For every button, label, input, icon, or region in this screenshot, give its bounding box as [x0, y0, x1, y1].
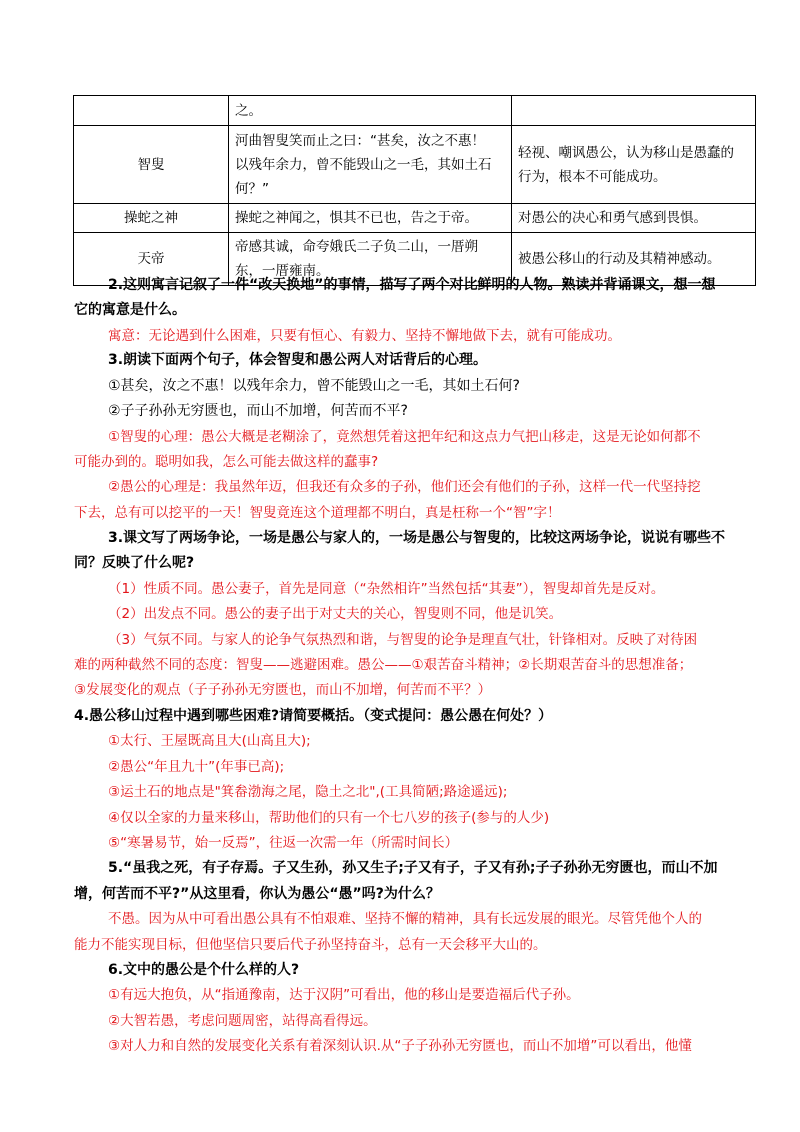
answer-3a-2-line-2: 下去，总有可以挖平的一天！智叟竟连这个道理都不明白，真是枉称一个“智”字！ [74, 505, 561, 521]
role-cell: 智叟 [74, 126, 229, 204]
answer-3a-1-line-1: ①智叟的心理：愚公大概是老糊涂了，竟然想凭着这把年纪和这点力气把山移走，这是无论如何都不 [108, 429, 701, 445]
attitude-cell: 对愚公的决心和勇气感到畏惧。 [512, 204, 756, 233]
answer-3b-1: （1）性质不同。愚公妻子，首先是同意（“杂然相许”当然包括“其妻”），智叟却首先是反对。 [108, 581, 665, 597]
text-cell: 之。 [229, 96, 512, 126]
answer-3b-3-line-1: （3）气氛不同。与家人的论争气氛热烈和谐，与智叟的论争是理直气壮，针锋相对。反映了对待困 [108, 632, 698, 648]
answer-4-4: ④仅以全家的力量来移山，帮助他们的只有一个七八岁的孩子(参与的人少) [108, 810, 550, 826]
answer-3a-1-line-2: 可能办到的。聪明如我，怎么可能去做这样的蠢事? [74, 454, 379, 470]
character-table [73, 95, 756, 286]
answer-4-5: ⑤“寒暑易节，始一反焉”，往返一次需一年（所需时间长） [108, 835, 459, 851]
answer-6-2: ②大智若愚，考虑问题周密，站得高看得远。 [108, 1013, 377, 1029]
answer-3b-3-line-3: ③发展变化的观点（子子孙孙无穷匮也，而山不加增，何苦而不平？） [74, 682, 492, 698]
question-6: 6.文中的愚公是个什么样的人? [108, 962, 300, 978]
attitude-cell [512, 96, 756, 126]
text-cell: 操蛇之神闻之，惧其不已也，告之于帝。 [229, 204, 512, 233]
question-5-line-1: 5.“虽我之死，有子存焉。子又生孙，孙又生子;子又有子，子又有孙;子子孙孙无穷匮也，而山不加 [108, 860, 718, 876]
answer-6-1: ①有远大抱负，从“指通豫南，达于汉阴”可看出，他的移山是要造福后代子孙。 [108, 987, 580, 1003]
answer-4-2: ②愚公“年且九十”(年事已高); [108, 759, 285, 775]
sentence-2: ②子子孙孙无穷匮也，而山不加增，何苦而不平? [108, 403, 408, 419]
question-2-line-2: 它的寓意是什么。 [74, 302, 186, 318]
text-cell: 河曲智叟笑而止之曰：“甚矣，汝之不惠！ 以残年余力，曾不能毁山之一毛，其如土石 何？” [229, 126, 512, 204]
question-3b-line-2: 同？反映了什么呢? [74, 555, 195, 571]
attitude-cell: 轻视、嘲讽愚公，认为移山是愚蠢的 行为，根本不可能成功。 [512, 126, 756, 204]
answer-3a-2-line-1: ②愚公的心理是：我虽然年迈，但我还有众多的子孙，他们还会有他们的子孙，这样一代一代坚持挖 [108, 479, 701, 495]
question-4: 4.愚公移山过程中遇到哪些困难?请简要概括。（变式提问：愚公愚在何处？） [74, 708, 553, 724]
question-3a: 3.朗读下面两个句子，体会智叟和愚公两人对话背后的心理。 [108, 352, 488, 368]
question-5-line-2: 增，何苦而不平?”从这里看，你认为愚公“愚”吗?为什么？ [74, 886, 440, 902]
answer-4-1: ①太行、王屋既高且大(山高且大); [108, 733, 311, 749]
answer-2: 寓意：无论遇到什么困难，只要有恒心、有毅力、坚持不懈地做下去，就有可能成功。 [108, 328, 621, 344]
answer-3b-2: （2）出发点不同。愚公的妻子出于对丈夫的关心，智叟则不同，他是讥笑。 [108, 606, 563, 622]
table-row [74, 126, 756, 204]
answer-5-line-1: 不愚。因为从中可看出愚公具有不怕艰难、坚持不懈的精神，具有长远发展的眼光。尽管凭他个人的 [108, 911, 702, 927]
role-cell: 天帝 [74, 233, 229, 286]
answer-4-3: ③运土石的地点是"箕畚渤海之尾，隐土之北",(工具简陋;路途遥远); [108, 784, 508, 800]
answer-3b-3-line-2: 难的两种截然不同的态度：智叟——逃避困难。愚公——①艰苦奋斗精神；②长期艰苦奋斗的思想准备； [74, 657, 693, 673]
question-3b-line-1: 3.课文写了两场争论，一场是愚公与家人的，一场是愚公与智叟的，比较这两场争论，说说有哪些不 [108, 530, 726, 546]
role-cell [74, 96, 229, 126]
table-row [74, 96, 756, 126]
role-cell: 操蛇之神 [74, 204, 229, 233]
table-row [74, 204, 756, 233]
answer-6-3: ③对人力和自然的发展变化关系有着深刻认识.从“子子孙孙无穷匮也，而山不加增”可以看出，他懂 [108, 1038, 692, 1054]
text-cell: 帝感其诚，命夸娥氏二子负二山，一厝朔 东，一厝雍南。 [229, 233, 512, 286]
question-2-line-1: 2.这则寓言记叙了一件“改天换地”的事情，描写了两个对比鲜明的人物。熟读并背诵课文，想一想 [108, 277, 716, 293]
answer-5-line-2: 能力不能实现目标，但他坚信只要后代子孙坚持奋斗，总有一天会移平大山的。 [74, 937, 547, 953]
sentence-1: ①甚矣，汝之不惠！以残年余力，曾不能毁山之一毛，其如土石何? [108, 378, 520, 394]
attitude-cell: 被愚公移山的行动及其精神感动。 [512, 233, 756, 286]
